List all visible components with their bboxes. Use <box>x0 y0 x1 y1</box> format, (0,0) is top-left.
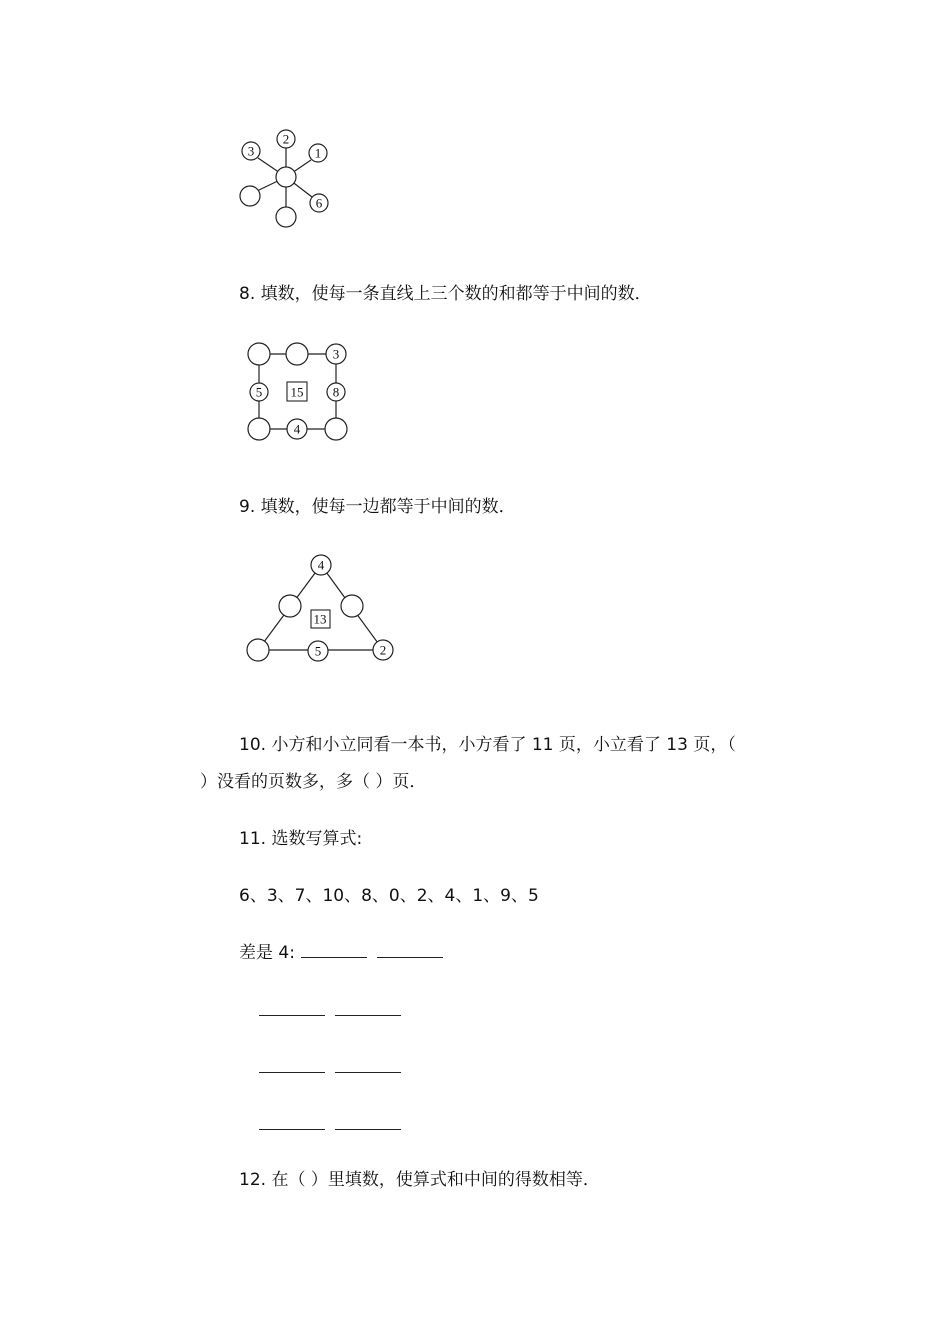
question-11: 11. 选数写算式: <box>239 829 363 849</box>
square-node-label: 3 <box>332 346 340 362</box>
answer-blank[interactable] <box>377 943 443 958</box>
answer-blank[interactable] <box>335 1115 401 1130</box>
question-10-line2: ）没看的页数多，多（ ）页． <box>200 772 427 792</box>
difference-row-1 <box>239 942 453 964</box>
square-center-label: 15 <box>290 384 304 400</box>
difference-row-4 <box>259 1114 411 1136</box>
triangle-node-label: 4 <box>317 557 325 573</box>
difference-label: 差是 4: <box>239 943 295 963</box>
answer-blank[interactable] <box>259 1001 325 1016</box>
star-node-label: 3 <box>247 143 255 159</box>
star-node-label: 6 <box>315 195 323 211</box>
number-list: 6、3、7、10、8、0、2、4、1、9、5 <box>239 886 539 906</box>
answer-blank[interactable] <box>335 1001 401 1016</box>
question-9: 9. 填数，使每一边都等于中间的数． <box>239 497 516 517</box>
difference-row-2 <box>259 1000 411 1022</box>
triangle-center-label: 13 <box>313 611 327 627</box>
triangle-node <box>341 595 363 617</box>
star-node-label: 2 <box>282 131 290 147</box>
square-node-label: 5 <box>255 384 263 400</box>
triangle-node <box>247 639 269 661</box>
answer-blank[interactable] <box>259 1115 325 1130</box>
square-node-label: 8 <box>332 384 340 400</box>
answer-blank[interactable] <box>259 1058 325 1073</box>
question-10-line1: 10. 小方和小立同看一本书，小方看了 11 页，小立看了 13 页，（ <box>239 735 736 755</box>
answer-blank[interactable] <box>301 943 367 958</box>
question-12: 12. 在（ ）里填数，使算式和中间的得数相等． <box>239 1170 600 1190</box>
triangle-node-label: 5 <box>314 643 322 659</box>
triangle-node-label: 2 <box>379 642 387 658</box>
difference-row-3 <box>259 1057 411 1079</box>
triangle-node <box>279 595 301 617</box>
answer-blank[interactable] <box>335 1058 401 1073</box>
star-node-label: 1 <box>314 145 322 161</box>
question-8: 8. 填数，使每一条直线上三个数的和都等于中间的数． <box>239 284 652 304</box>
square-node-label: 4 <box>293 421 301 437</box>
